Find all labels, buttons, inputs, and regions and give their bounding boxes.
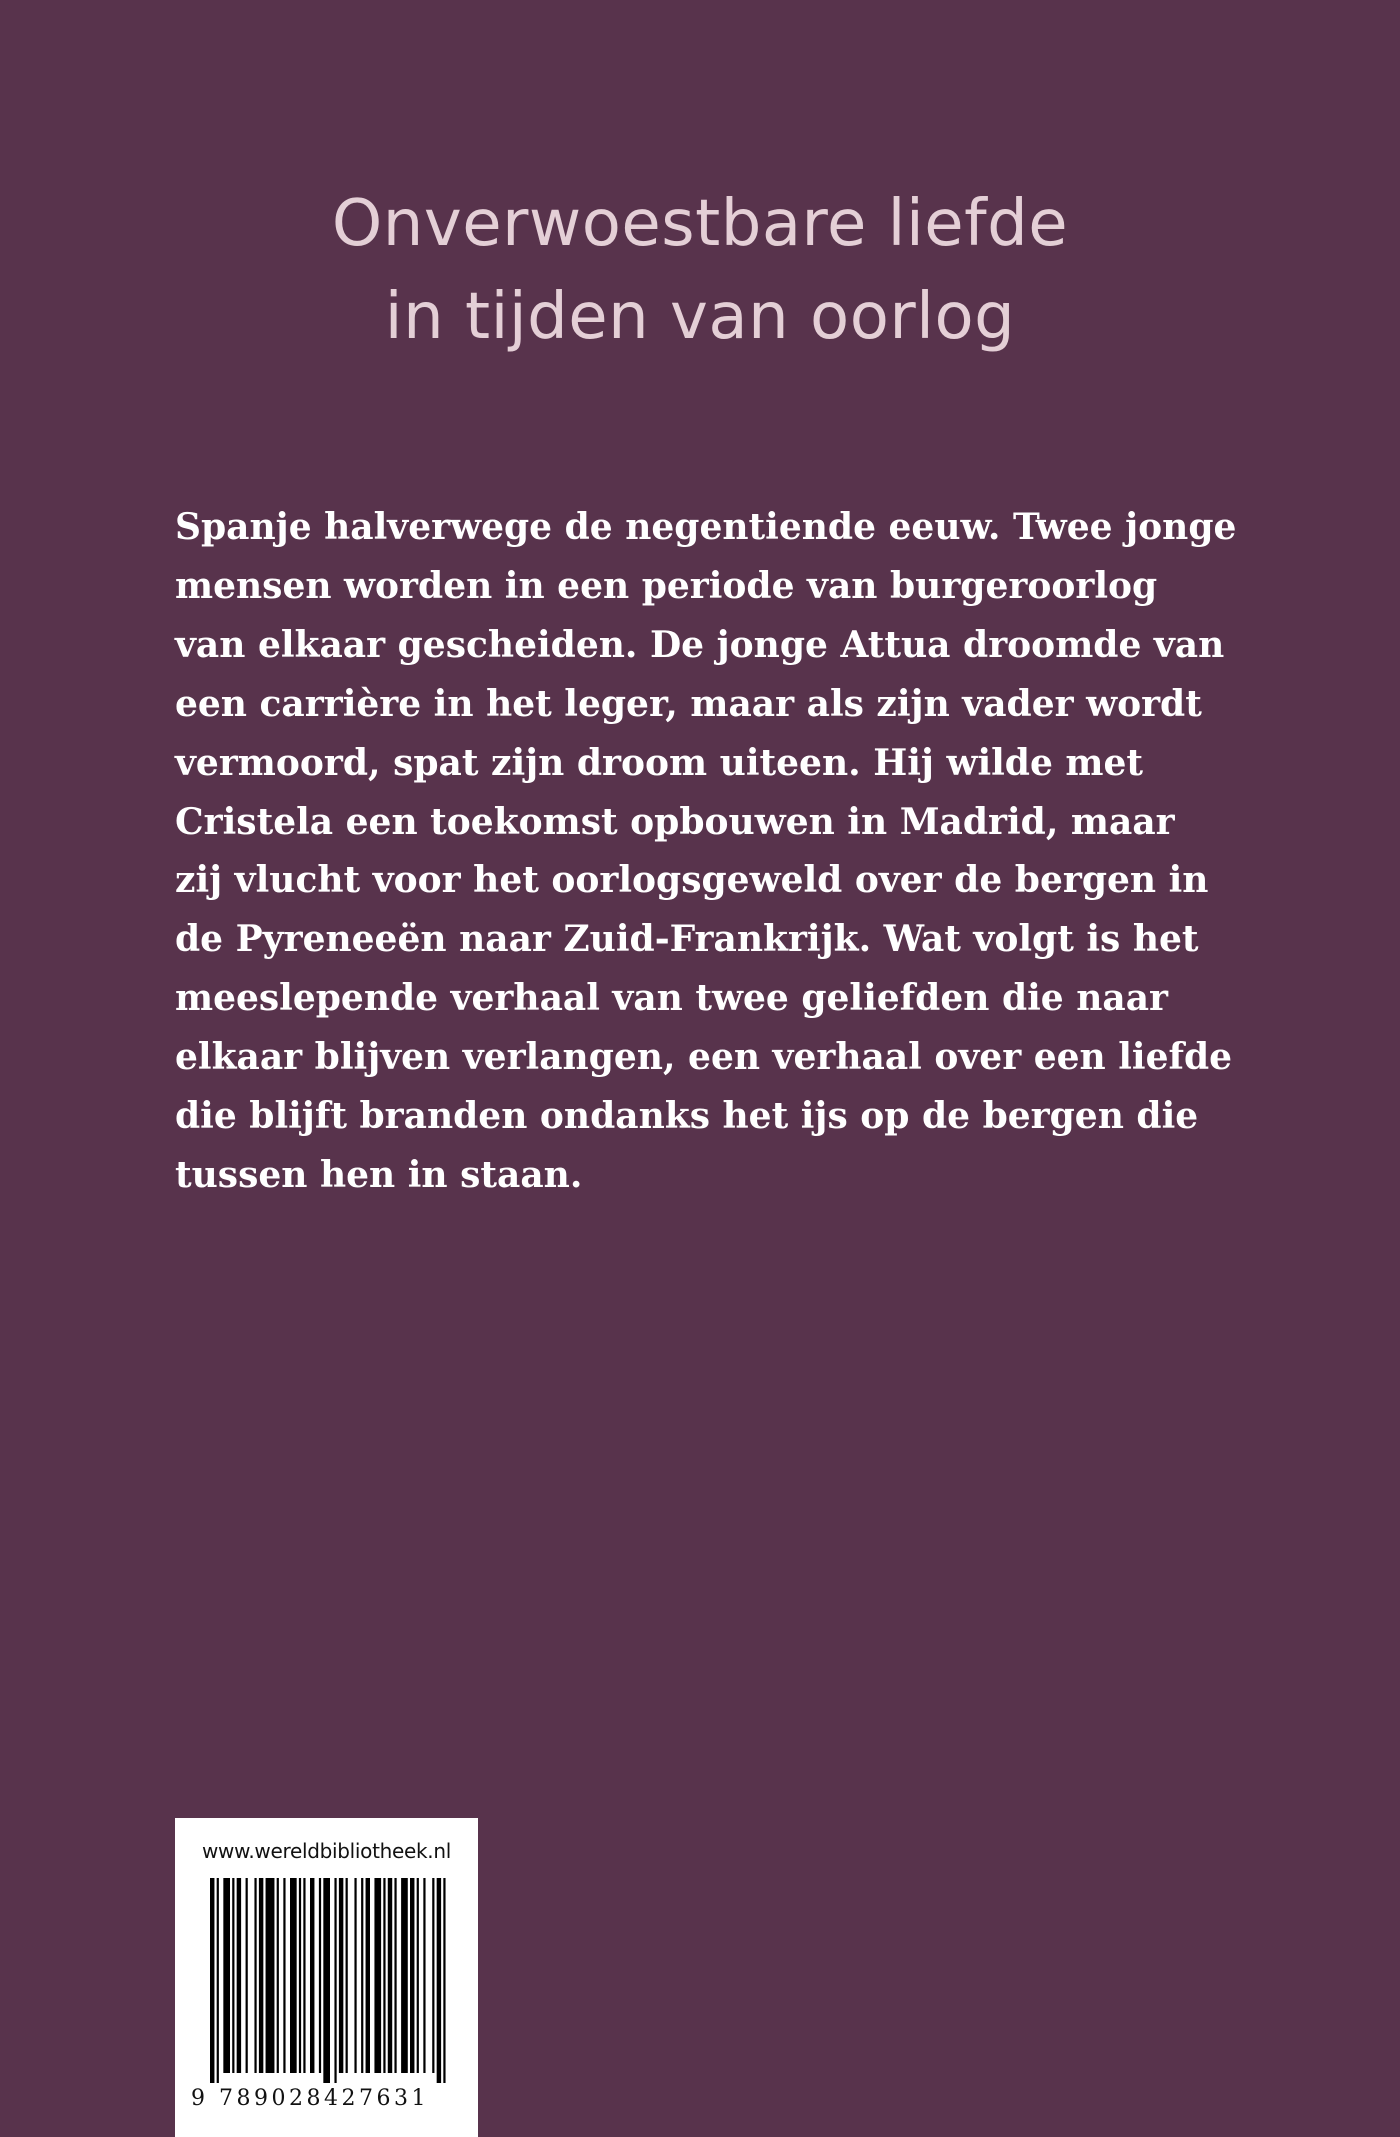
blurb-line: die blijft branden ondanks het ijs op de bergen die bbox=[175, 1095, 1199, 1138]
barcode-bar bbox=[223, 1878, 230, 2073]
blurb-line: mensen worden in een periode van burgeroorlog bbox=[175, 564, 1158, 607]
barcode-bar bbox=[374, 1878, 381, 2073]
barcode-bar bbox=[432, 1878, 434, 2073]
barcode-bar bbox=[443, 1878, 445, 2083]
barcode-panel bbox=[175, 1818, 478, 2137]
barcode-bar bbox=[259, 1878, 263, 2073]
barcode-bar bbox=[366, 1878, 370, 2073]
blurb-line: een carrière in het leger, maar als zijn vader wordt bbox=[175, 682, 1202, 725]
barcode-bar bbox=[334, 1878, 336, 2083]
blurb-line: van elkaar gescheiden. De jonge Attua droomde van bbox=[175, 623, 1225, 666]
barcode-bar bbox=[283, 1878, 285, 2073]
isbn-first-digit: 9 bbox=[191, 2086, 205, 2111]
barcode-bar bbox=[277, 1878, 279, 2073]
barcode-bar bbox=[290, 1878, 297, 2073]
isbn-remaining-digits: 789028427631 bbox=[219, 2086, 429, 2111]
book-blurb bbox=[175, 498, 1235, 1205]
barcode-bar bbox=[254, 1878, 256, 2073]
barcode-bar bbox=[319, 1878, 321, 2073]
blurb-line: Cristela een toekomst opbouwen in Madrid, maar bbox=[175, 800, 1175, 843]
cover-tagline bbox=[0, 178, 1400, 364]
barcode-bar bbox=[383, 1878, 385, 2073]
barcode-bar bbox=[246, 1878, 248, 2073]
barcode-bar bbox=[310, 1878, 314, 2073]
blurb-line: meeslepende verhaal van twee geliefden die naar bbox=[175, 977, 1169, 1020]
barcode-bar bbox=[361, 1878, 363, 2073]
tagline-line-1: Onverwoestbare liefde bbox=[331, 187, 1069, 261]
barcode-bar bbox=[217, 1878, 219, 2083]
barcode-bar bbox=[354, 1878, 356, 2073]
barcode-bar bbox=[423, 1878, 425, 2073]
publisher-url: www.wereldbibliotheek.nl bbox=[202, 1839, 451, 1863]
barcode-bar bbox=[346, 1878, 348, 2073]
barcode-bar bbox=[210, 1878, 214, 2083]
barcode-bar bbox=[388, 1878, 392, 2073]
barcode-bar bbox=[394, 1878, 396, 2073]
barcode-bar bbox=[266, 1878, 275, 2073]
barcode-bar bbox=[237, 1878, 241, 2073]
barcode-bar bbox=[437, 1878, 441, 2083]
barcode-bar bbox=[299, 1878, 301, 2073]
tagline-line-2: in tijden van oorlog bbox=[384, 280, 1016, 354]
blurb-line: elkaar blijven verlangen, een verhaal over een liefde bbox=[175, 1036, 1233, 1079]
barcode-bar bbox=[410, 1878, 414, 2073]
barcode-bar bbox=[417, 1878, 419, 2073]
barcode-bar bbox=[339, 1878, 343, 2073]
barcode-bar bbox=[232, 1878, 234, 2073]
barcode-bars bbox=[210, 1878, 450, 2083]
blurb-line: de Pyreneeën naar Zuid-Frankrijk. Wat volgt is het bbox=[175, 918, 1199, 961]
blurb-line: Spanje halverwege de negentiende eeuw. Twee jonge bbox=[175, 506, 1237, 548]
blurb-line: zij vlucht voor het oorlogsgeweld over de bergen in bbox=[175, 859, 1209, 902]
blurb-line: tussen hen in staan. bbox=[175, 1153, 583, 1196]
barcode-bar bbox=[401, 1878, 408, 2073]
barcode-bar bbox=[323, 1878, 330, 2083]
barcode-bar bbox=[303, 1878, 305, 2073]
blurb-line: vermoord, spat zijn droom uiteen. Hij wilde met bbox=[175, 741, 1144, 784]
